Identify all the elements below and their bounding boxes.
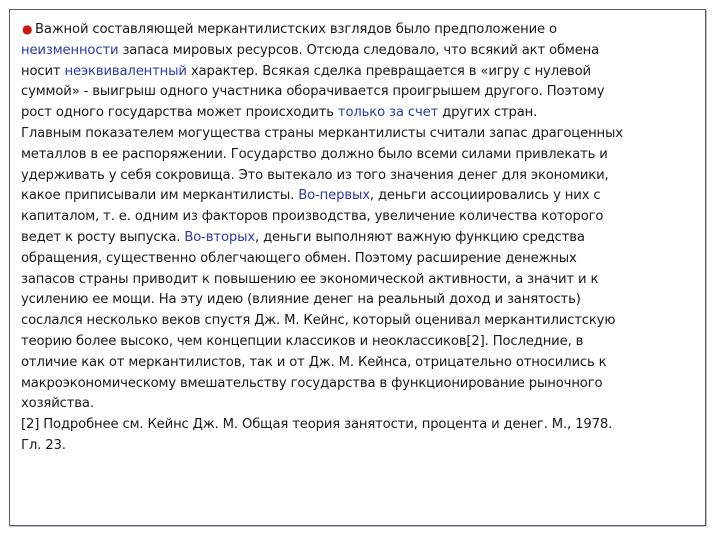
highlighted-text: Во-вторых (184, 229, 255, 245)
text-line (21, 124, 701, 145)
text-segment: Важной составляющей меркантилистских взглядов было предположение о (35, 22, 557, 37)
text-line (21, 311, 701, 332)
text-segment: запасов страны приводит к повышению ее экономической активности, а значит и к (21, 271, 599, 287)
text-block (21, 19, 701, 457)
text-segment: запаса мировых ресурсов. Отсюда следовало, что всякий акт обмена (118, 42, 600, 58)
highlighted-text: Во-первых (298, 188, 370, 204)
text-segment: удерживать у себя сокровища. Это вытекало из того значения денег для экономики, (21, 167, 609, 183)
text-line (21, 394, 701, 415)
text-line (21, 166, 701, 187)
text-line (21, 62, 701, 83)
text-segment: теорию более высоко, чем концепции классиков и неоклассиков[2]. Последние, в (21, 333, 584, 349)
text-segment: суммой» - выигрыш одного участника оборачивается проигрышем другого. Поэтому (21, 84, 605, 100)
bullet-icon: ● (22, 22, 33, 36)
text-line (21, 415, 701, 436)
text-segment: усилению ее мощи. На эту идею (влияние денег на реальный доход и занятость) (21, 292, 581, 308)
text-segment: , деньги выполняют важную функцию средства (255, 229, 585, 245)
text-line (21, 186, 701, 207)
text-segment: хозяйства. (21, 396, 94, 412)
text-segment: , деньги ассоциировались у них с (369, 188, 601, 204)
text-segment: [2] Подробнее см. Кейнс Дж. М. Общая теория занятости, процента и денег. М., 1978. (21, 417, 613, 433)
text-line (21, 332, 701, 353)
text-line (21, 19, 701, 41)
text-segment: макроэкономическому вмешательству государства в функционирование рыночного (21, 375, 603, 391)
text-line (21, 228, 701, 249)
text-segment: Главным показателем могущества страны меркантилисты считали запас драгоценных (21, 125, 623, 141)
text-segment: сослался несколько веков спустя Дж. М. Кейнс, который оценивал меркантилистскую (21, 313, 616, 329)
text-line (21, 145, 701, 166)
text-line (21, 290, 701, 311)
text-line (21, 270, 701, 291)
highlighted-text: только за счет (337, 105, 439, 121)
text-line (21, 41, 701, 62)
highlighted-text: неизменности (21, 42, 119, 58)
highlighted-text: неэквивалентный (64, 63, 187, 79)
text-line (21, 249, 701, 270)
text-segment: других стран. (438, 105, 538, 121)
text-segment: обращения, существенно облегчающего обмен. Поэтому расширение денежных (21, 250, 577, 266)
text-segment: ведет к росту выпуска. (21, 229, 185, 245)
text-line (21, 374, 701, 395)
slide-frame (9, 9, 706, 526)
text-line (21, 353, 701, 374)
text-segment: металлов в ее распоряжении. Государство должно было всеми силами привлекать и (21, 146, 608, 162)
text-line (21, 207, 701, 228)
text-line (21, 436, 701, 457)
text-segment: капиталом, т. е. одним из факторов производства, увеличение количества которого (21, 209, 604, 225)
text-segment: какое приписывали им меркантилисты. (21, 188, 299, 204)
text-line (21, 103, 701, 124)
text-line (21, 82, 701, 103)
text-segment: рост одного государства может происходить (21, 105, 338, 121)
text-segment: Гл. 23. (21, 437, 66, 453)
text-segment: отличие как от меркантилистов, так и от Дж. М. Кейнса, отрицательно относились к (21, 354, 607, 370)
text-segment: носит (21, 63, 65, 79)
text-segment: характер. Всякая сделка превращается в «игру с нулевой (186, 63, 591, 79)
